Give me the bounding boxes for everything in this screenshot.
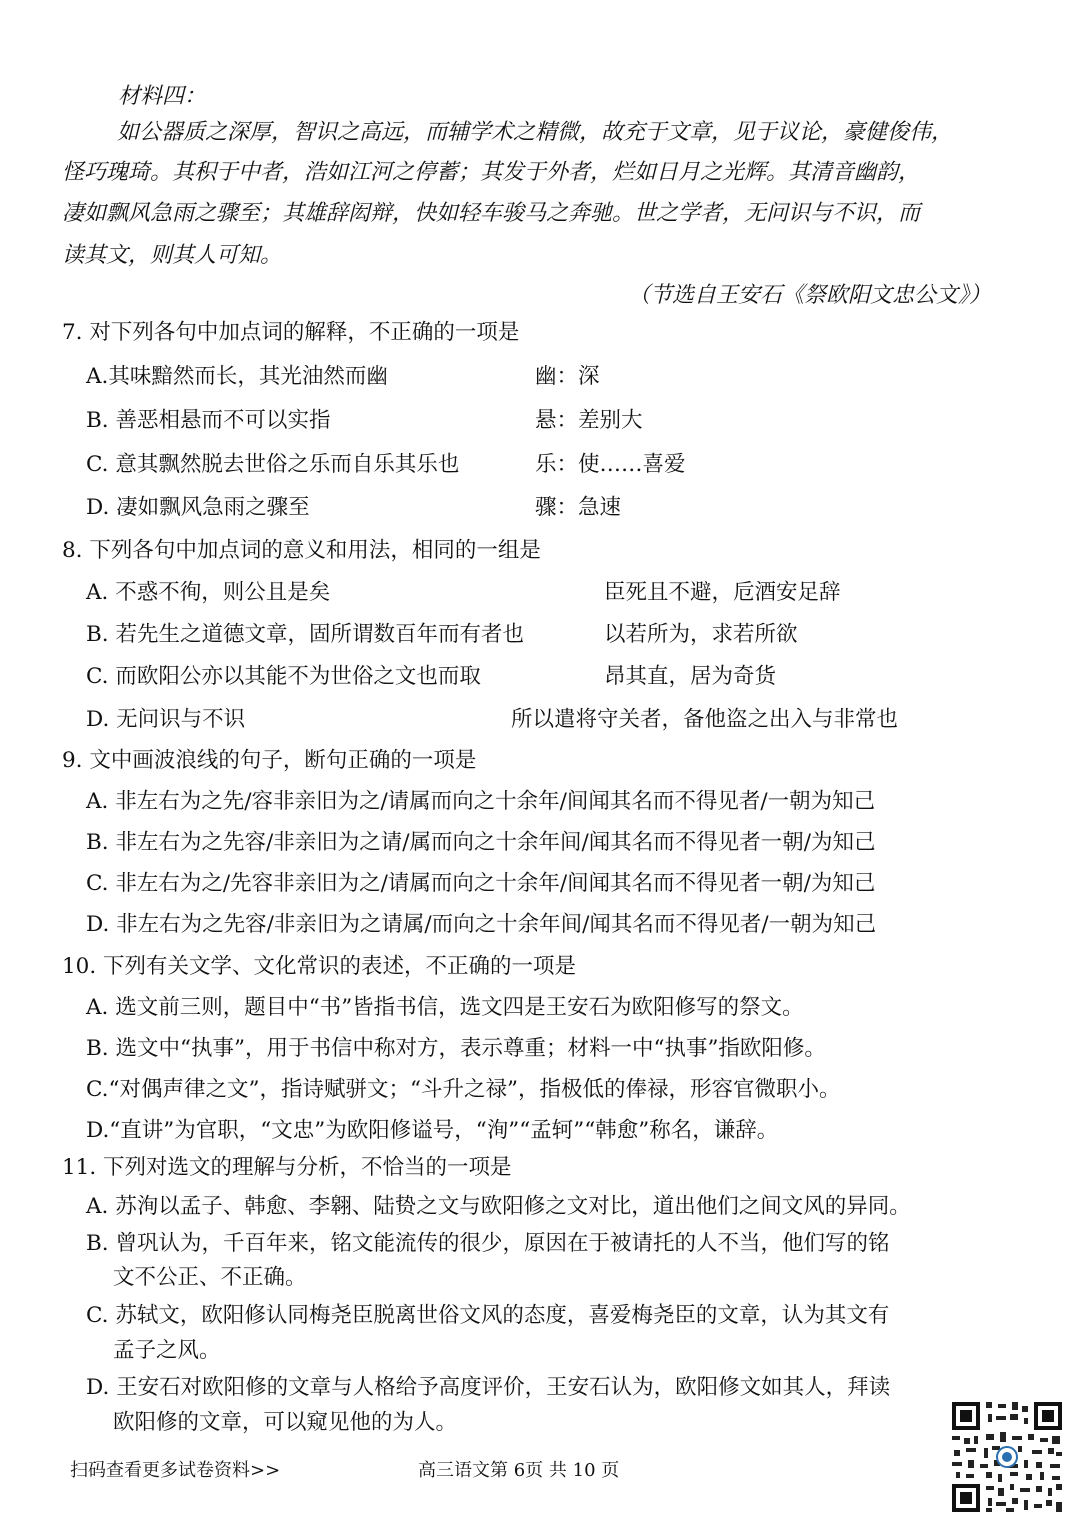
q7-option-d: D. 凄如飘风急雨之骤至 bbox=[86, 495, 310, 520]
q8-compare-c: 昂其直，居为奇货 bbox=[604, 664, 777, 689]
footer-page-number: 高三语文第 6页 共 10 页 bbox=[418, 1460, 620, 1481]
q7-gloss-c: 乐：使……喜爱 bbox=[535, 452, 686, 477]
qr-code-icon[interactable] bbox=[948, 1398, 1066, 1516]
material-source: （节选自王安石《祭欧阳文忠公文》） bbox=[628, 283, 992, 308]
q11-option-c: C. 苏轼文，欧阳修认同梅尧臣脱离世俗文风的态度，喜爱梅尧臣的文章，认为其文有 bbox=[86, 1303, 890, 1328]
question-10-stem: 10. 下列有关文学、文化常识的表述，不正确的一项是 bbox=[62, 954, 577, 979]
q11-option-a: A. 苏洵以孟子、韩愈、李翱、陆贽之文与欧阳修之文对比，道出他们之间文风的异同。 bbox=[86, 1194, 911, 1219]
q10-option-c: C.“对偶声律之文”，指诗赋骈文；“斗升之禄”，指极低的俸禄，形容官微职小。 bbox=[86, 1077, 841, 1102]
q8-option-b: B. 若先生之道德文章，固所谓数百年而有者也 bbox=[86, 622, 524, 647]
q8-option-c: C. 而欧阳公亦以其能不为世俗之文也而取 bbox=[86, 664, 481, 689]
question-7-stem: 7. 对下列各句中加点词的解释，不正确的一项是 bbox=[62, 320, 520, 345]
q8-compare-a: 臣死且不避，卮酒安足辞 bbox=[604, 580, 841, 605]
q8-option-a: A. 不惑不徇，则公且是矣 bbox=[86, 580, 331, 605]
material-heading: 材料四： bbox=[118, 84, 207, 109]
q11-option-b: B. 曾巩认为，千百年来，铭文能流传的很少，原因在于被请托的人不当，他们写的铭 bbox=[86, 1231, 890, 1256]
question-11-stem: 11. 下列对选文的理解与分析，不恰当的一项是 bbox=[62, 1155, 512, 1180]
material-line: 怪巧瑰琦。其积于中者，浩如江河之停蓄；其发于外者，烂如日月之光辉。其清音幽韵， bbox=[62, 160, 921, 185]
q7-option-b: B. 善恶相悬而不可以实指 bbox=[86, 408, 331, 433]
q7-gloss-d: 骤：急速 bbox=[535, 495, 622, 520]
footer-scan-prompt: 扫码查看更多试卷资料>> bbox=[70, 1460, 281, 1481]
material-line: 读其文，则其人可知。 bbox=[62, 243, 283, 268]
q10-option-b: B. 选文中“执事”，用于书信中称对方，表示尊重；材料一中“执事”指欧阳修。 bbox=[86, 1036, 826, 1061]
q9-option-b: B. 非左右为之先容/非亲旧为之请/属而向之十余年间/闻其名而不得见者一朝/为知己 bbox=[86, 830, 876, 855]
q9-option-c: C. 非左右为之/先容非亲旧为之/请属而向之十余年/间闻其名而不得见者一朝/为知己 bbox=[86, 871, 876, 896]
q11-option-c-cont: 孟子之风。 bbox=[113, 1338, 221, 1363]
question-9-stem: 9. 文中画波浪线的句子，断句正确的一项是 bbox=[62, 748, 477, 773]
q10-option-d: D.“直讲”为官职，“文忠”为欧阳修谥号，“洵”“孟轲”“韩愈”称名，谦辞。 bbox=[86, 1118, 779, 1143]
q8-compare-b: 以若所为，求若所欲 bbox=[604, 622, 798, 647]
q8-option-d: D. 无问识与不识 bbox=[86, 707, 246, 732]
question-8-stem: 8. 下列各句中加点词的意义和用法，相同的一组是 bbox=[62, 538, 541, 563]
q7-gloss-b: 悬：差别大 bbox=[535, 408, 643, 433]
q11-option-b-cont: 文不公正、不正确。 bbox=[113, 1265, 307, 1290]
material-line: 如公器质之深厚，智识之高远，而辅学术之精微，故充于文章，见于议论，豪健俊伟， bbox=[117, 120, 954, 145]
q11-option-d: D. 王安石对欧阳修的文章与人格给予高度评价，王安石认为，欧阳修文如其人，拜读 bbox=[86, 1375, 891, 1400]
q11-option-d-cont: 欧阳修的文章，可以窥见他的为人。 bbox=[113, 1410, 458, 1435]
q8-compare-d: 所以遣将守关者，备他盗之出入与非常也 bbox=[511, 707, 899, 732]
q7-gloss-a: 幽：深 bbox=[535, 364, 600, 389]
q7-option-c: C. 意其飘然脱去世俗之乐而自乐其乐也 bbox=[86, 452, 460, 477]
q7-option-a: A.其味黯然而长，其光油然而幽 bbox=[86, 364, 388, 389]
q9-option-d: D. 非左右为之先容/非亲旧为之请属/而向之十余年间/闻其名而不得见者/一朝为知己 bbox=[86, 912, 877, 937]
q9-option-a: A. 非左右为之先/容非亲旧为之/请属而向之十余年/间闻其名而不得见者/一朝为知己 bbox=[86, 789, 876, 814]
q10-option-a: A. 选文前三则，题目中“书”皆指书信，选文四是王安石为欧阳修写的祭文。 bbox=[86, 995, 804, 1020]
material-line: 凄如飘风急雨之骤至；其雄辞闳辩，快如轻车骏马之奔驰。世之学者，无问识与不识，而 bbox=[62, 201, 921, 226]
